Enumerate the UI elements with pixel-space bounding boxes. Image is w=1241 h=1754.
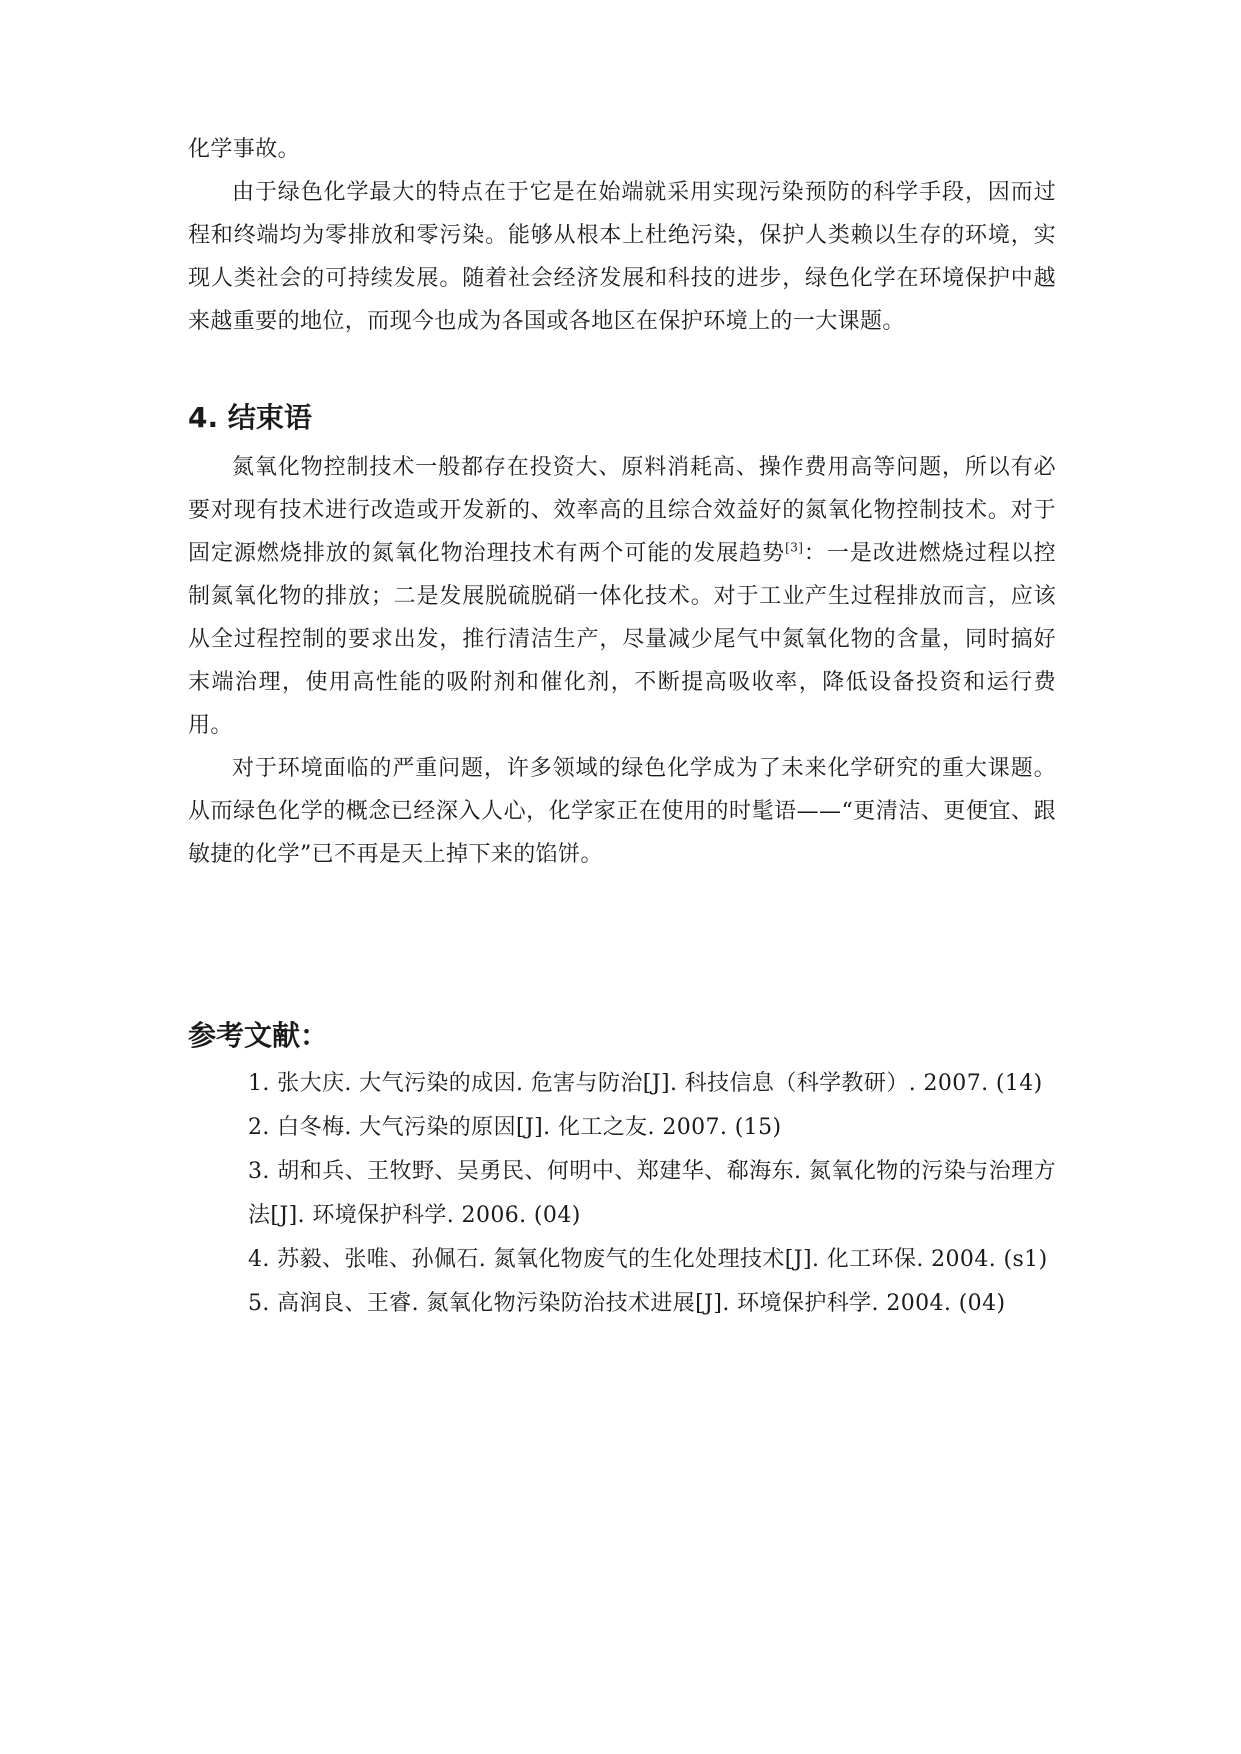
reference-item-5: 5. 高润良、王睿. 氮氧化物污染防治技术进展[J]. 环境保护科学. 2004. (04) xyxy=(248,1291,1006,1316)
citation-marker[interactable]: [3] xyxy=(785,540,804,555)
conclusion-body xyxy=(188,446,1056,876)
paragraph-green-chemistry: 由于绿色化学最大的特点在于它是在始端就采用实现污染预防的科学手段，因而过程和终端均为零排放和零污染。能够从根本上杜绝污染，保护人类赖以生存的环境，实现人类社会的可持续发展。随着社会经济发展和科技的进步，绿色化学在环境保护中越来越重要的地位，而现今也成为各国或各地区在保护环境上的一大课题。 xyxy=(188,180,1056,334)
paragraph-conclusion-1-part-b: ：一是改进燃烧过程以控制氮氧化物的排放；二是发展脱硫脱硝一体化技术。对于工业产生过程排放而言，应该从全过程控制的要求出发，推行清洁生产，尽量减少尾气中氮氧化物的含量，同时搞好末端治理，使用高性能的吸附剂和催化剂，不断提高吸收率，降低设备投资和运行费用。 xyxy=(188,541,1056,738)
reference-item-2: 2. 白冬梅. 大气污染的原因[J]. 化工之友. 2007. (15) xyxy=(248,1115,782,1140)
reference-item-4: 4. 苏毅、张唯、孙佩石. 氮氧化物废气的生化处理技术[J]. 化工环保. 2004. (s1) xyxy=(248,1247,1048,1272)
section-heading-conclusion: 4. 结束语 xyxy=(188,401,312,434)
paragraph-conclusion-1 xyxy=(188,446,1056,747)
body-text-top xyxy=(188,128,1056,343)
paragraph-conclusion-1-part-a: 氮氧化物控制技术一般都存在投资大、原料消耗高、操作费用高等问题，所以有必要对现有技术进行改造或开发新的、效率高的且综合效益好的氮氧化物控制技术。对于固定源燃烧排放的氮氧化物治理技术有两个可能的发展趋势 xyxy=(188,455,1056,566)
paragraph-conclusion-2: 对于环境面临的严重问题，许多领域的绿色化学成为了未来化学研究的重大课题。从而绿色化学的概念已经深入人心，化学家正在使用的时髦语——“更清洁、更便宜、跟敏捷的化学”已不再是天上掉下来的馅饼。 xyxy=(188,756,1056,867)
carry-over-line: 化学事故。 xyxy=(188,137,301,162)
reference-item-1: 1. 张大庆. 大气污染的成因. 危害与防治[J]. 科技信息（科学教研）. 2007. (14) xyxy=(248,1071,1043,1096)
reference-list xyxy=(248,1062,1056,1326)
reference-item-3: 3. 胡和兵、王牧野、吴勇民、何明中、郑建华、郗海东. 氮氧化物的污染与治理方法[J]. 环境保护科学. 2006. (04) xyxy=(248,1159,1056,1228)
section-heading-references: 参考文献： xyxy=(188,1019,329,1052)
